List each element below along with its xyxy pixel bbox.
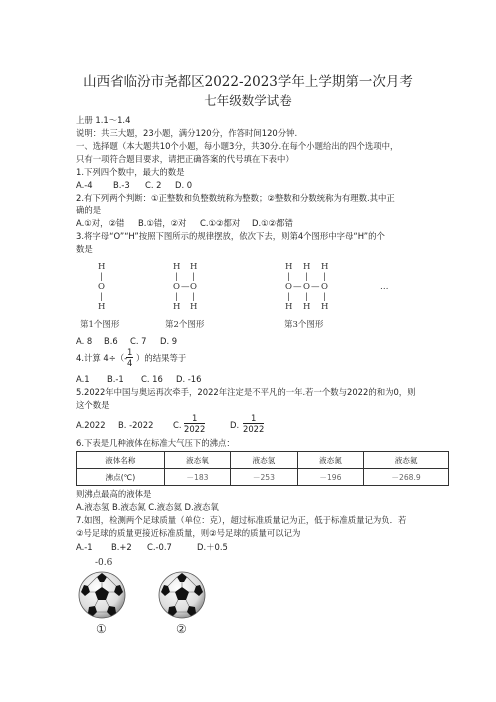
fig3-o: O [321, 282, 328, 292]
table-row [77, 469, 449, 486]
table-header-row [77, 452, 449, 469]
ball2-number: ② [176, 622, 187, 636]
fig2-bond: | [175, 272, 178, 282]
q6-options: A.液态氢 B.液态氮 C.液态氦 D.液态氧 [76, 502, 219, 512]
fig3-link: — [311, 282, 320, 292]
fig2-caption: 第2个图形 [165, 320, 205, 330]
table-cell: －183 [164, 469, 230, 486]
q2-stem-line2: 确的是 [76, 205, 102, 215]
q4-option-a: A.1 [76, 374, 90, 384]
q5c-num: 1 [184, 413, 205, 424]
fig1-caption: 第1个图形 [80, 320, 120, 330]
fig2-bond: | [192, 292, 195, 302]
fig1-o: O [98, 282, 105, 292]
q6-stem: 6.下表是几种液体在标准大气压下的沸点： [76, 438, 235, 448]
q4-option-b: B.-1 [107, 374, 124, 384]
fig1-h-top: H [98, 262, 106, 272]
fig3-h: H [303, 262, 311, 272]
fig2-h: H [190, 262, 198, 272]
q5-option-a: A.2022 [76, 420, 106, 430]
fig2-link: — [181, 282, 190, 292]
q2-option-d: D.①②都错 [252, 218, 293, 228]
q4-option-d: D. -16 [176, 374, 202, 384]
q5-stem-line2: 这个数是 [76, 400, 110, 410]
q6-answer-stem: 则沸点最高的液体是 [76, 489, 152, 499]
q5-option-c-prefix: C. - [173, 420, 188, 430]
section-one-line2: 只有一项符合题目要求，请把正确答案的代号填在下表中） [76, 154, 294, 164]
fig1-bond: | [100, 292, 103, 302]
fig3-link: — [293, 282, 302, 292]
q4-stem-pre: 4.计算 4÷（- [76, 353, 128, 363]
q2-option-a: A.①对，②错 [76, 218, 125, 228]
q7-option-d: D.＋0.5 [197, 542, 228, 552]
q7-option-b: B.+2 [111, 542, 132, 552]
table-cell: －268.9 [364, 469, 449, 486]
fig2-h: H [173, 262, 181, 272]
table-cell: －253 [231, 469, 297, 486]
q4-option-c: C. 16 [141, 374, 163, 384]
q7-option-c: C.-0.7 [147, 542, 172, 552]
table-header-cell: 液态氦 [364, 452, 449, 469]
soccer-ball-1-icon [77, 570, 127, 620]
q2-option-b: B.①错，②对 [138, 218, 187, 228]
q5d-den: 2022 [243, 424, 265, 434]
table-header-cell: 液态氧 [164, 452, 230, 469]
q3-option-d: D. 9 [160, 336, 178, 346]
fig3-bond: | [287, 272, 290, 282]
q3-option-c: C. 7 [130, 336, 147, 346]
fig3-h: H [303, 302, 311, 312]
fig1-h-bottom: H [98, 302, 106, 312]
fig2-h: H [173, 302, 181, 312]
soccer-ball-2-icon [157, 570, 207, 620]
instructions: 说明：共三大题，23小题，满分120分，作答时间120分钟. [76, 128, 298, 138]
q5-option-d-prefix: D. [230, 420, 240, 430]
q1-option-d: D. 0 [175, 180, 193, 190]
fig3-bond: | [287, 292, 290, 302]
q1-option-b: B.-3 [113, 180, 130, 190]
pattern-ellipsis: … [380, 282, 389, 292]
ball1-number: ① [96, 622, 107, 636]
q2-option-c: C.①②都对 [200, 218, 241, 228]
scope-line: 上册 1.1～1.4 [76, 115, 131, 125]
q4-fraction [126, 347, 133, 368]
fig3-h: H [321, 302, 329, 312]
q5c-den: 2022 [184, 424, 206, 434]
q7-stem-line2: ②号足球的质量更接近标准质量，则②号足球的质量可以记为 [76, 528, 301, 538]
table-row-label: 沸点(℃) [77, 469, 165, 486]
q5-stem-line1: 5.2022年中国与奥运再次牵手，2022年注定是不平凡的一年.若一个数与2022的和为0，则 [76, 387, 416, 397]
q7-option-a: A.-1 [76, 542, 93, 552]
table-header-cell: 液体名称 [77, 452, 165, 469]
fig3-o: O [285, 282, 292, 292]
table-cell: －196 [297, 469, 363, 486]
fig2-o: O [173, 282, 180, 292]
q1-option-a: A.-4 [76, 180, 93, 190]
fig2-o: O [190, 282, 197, 292]
q5-option-d-fraction [243, 413, 264, 434]
boiling-point-table [76, 451, 449, 486]
fig3-bond: | [323, 292, 326, 302]
q5d-num: 1 [243, 413, 264, 424]
ball1-mass-label: -0.6 [95, 558, 113, 568]
q3-stem-line2: 数是 [76, 244, 93, 254]
fig3-bond: | [323, 272, 326, 282]
fig1-bond: | [100, 272, 103, 282]
fig3-bond: | [305, 292, 308, 302]
page-subtitle: 七年级数学试卷 [204, 93, 292, 108]
fig2-bond: | [192, 272, 195, 282]
fig3-h: H [285, 262, 293, 272]
q4-frac-num: 1 [127, 347, 133, 357]
q1-option-c: C. 2 [145, 180, 162, 190]
fig3-o: O [303, 282, 310, 292]
q2-stem-line1: 2.有下列两个判断：①正整数和负整数统称为整数；②整数和分数统称为有理数.其中正 [76, 193, 395, 203]
fig2-bond: | [175, 292, 178, 302]
q1-stem: 1.下列四个数中，最大的数是 [76, 167, 185, 177]
section-one-line1: 一、选择题（本大题共10个小题，每小题3分，共30分.在每个小题给出的四个选项中， [76, 141, 399, 151]
q5-option-c-fraction [184, 413, 205, 434]
fig3-bond: | [305, 272, 308, 282]
fig2-h: H [190, 302, 198, 312]
q7-stem-line1: 7.如图，检测两个足球质量（单位：克），超过标准质量记为正，低于标准质量记为负．若 [76, 515, 407, 525]
q3-option-b: B.6 [104, 336, 118, 346]
q3-stem-line1: 3.将字母“O”“H”按照下图所示的规律摆放，依次下去，则第4个图形中字母“H”的个 [76, 231, 385, 241]
page-title: 山西省临汾市尧都区2022-2023学年上学期第一次月考 [83, 74, 413, 90]
fig3-h: H [321, 262, 329, 272]
q4-frac-den: 4 [127, 358, 133, 368]
q4-stem-post: ）的结果等于 [136, 353, 187, 363]
table-header-cell: 液态氢 [231, 452, 297, 469]
q5-option-b: B. -2022 [118, 420, 154, 430]
fig3-caption: 第3个图形 [284, 320, 324, 330]
q3-option-a: A. 8 [76, 336, 93, 346]
fig3-h: H [285, 302, 293, 312]
table-header-cell: 液态氮 [297, 452, 363, 469]
